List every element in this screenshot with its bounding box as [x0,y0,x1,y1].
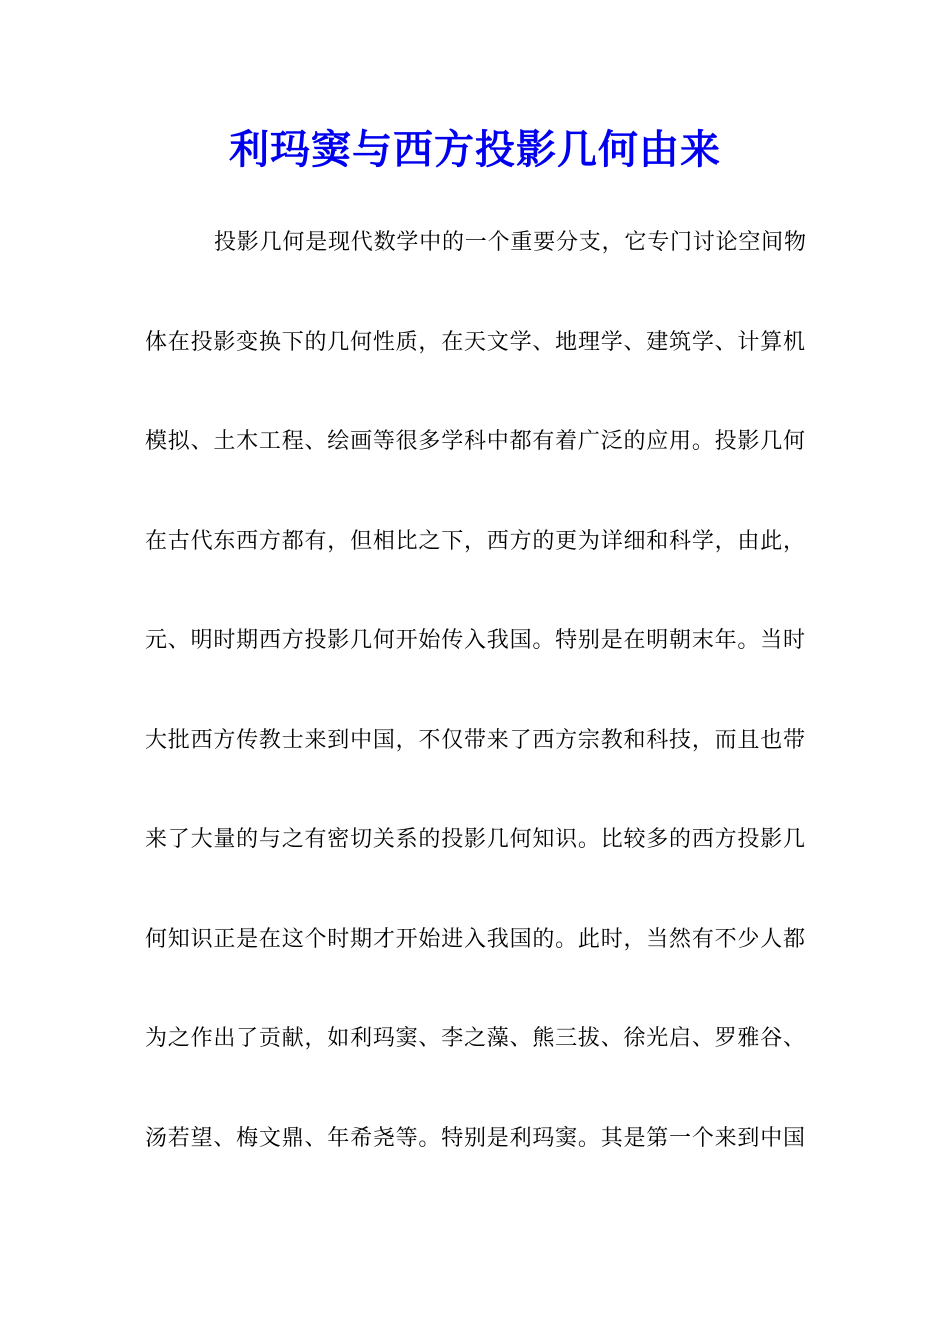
paragraph-line: 来了大量的与之有密切关系的投影几何知识。比较多的西方投影几 [145,827,805,852]
paragraph-line: 为之作出了贡献，如利玛窦、李之藻、熊三拔、徐光启、罗雅谷、 [145,1026,805,1051]
paragraph-line: 投影几何是现代数学中的一个重要分支，它专门讨论空间物 [214,230,806,255]
paragraph-line: 何知识正是在这个时期才开始进入我国的。此时，当然有不少人都 [145,927,805,952]
paragraph-line: 在古代东西方都有，但相比之下，西方的更为详细和科学，由此， [145,529,805,554]
paragraph-line: 汤若望、梅文鼎、年希尧等。特别是利玛窦。其是第一个来到中国 [145,1126,805,1151]
paragraph-line: 体在投影变换下的几何性质，在天文学、地理学、建筑学、计算机 [145,330,805,355]
paragraph-line: 元、明时期西方投影几何开始传入我国。特别是在明朝末年。当时 [145,628,805,653]
paragraph-line: 模拟、土木工程、绘画等很多学科中都有着广泛的应用。投影几何 [145,429,805,454]
document-title: 利玛窦与西方投影几何由来 [229,126,721,173]
paragraph-line: 大批西方传教士来到中国，不仅带来了西方宗教和科技，而且也带 [145,728,805,753]
